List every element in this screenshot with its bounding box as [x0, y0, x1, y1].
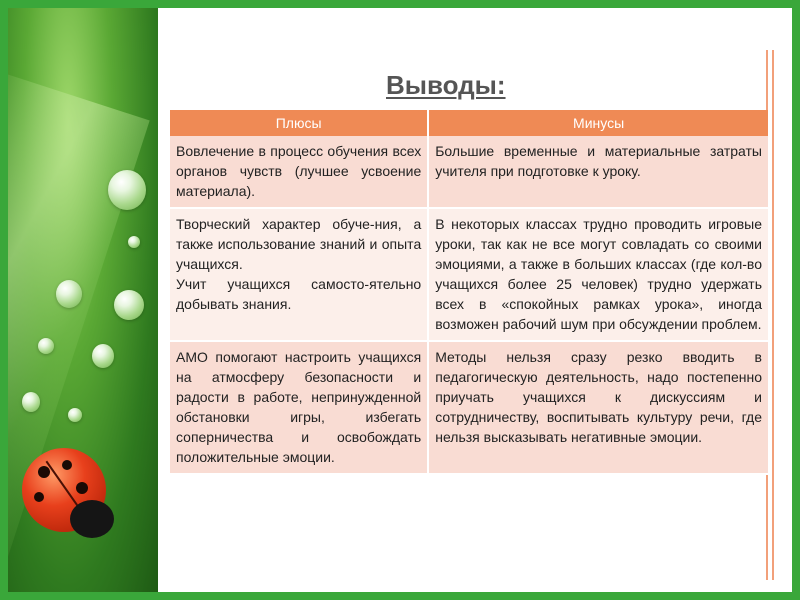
water-drop-icon: [108, 170, 146, 210]
cell-text: Творческий характер обуче-ния, а также использование знаний и опыта учащихся.: [176, 216, 422, 272]
table-header-row: [170, 110, 768, 136]
water-drop-icon: [114, 290, 144, 320]
ladybug-spot: [62, 460, 72, 470]
cell-text: Учит учащихся самосто-ятельно добывать знания.: [176, 276, 422, 312]
slide-canvas: [8, 8, 792, 592]
water-drop-icon: [38, 338, 54, 354]
ladybug-spot: [38, 466, 50, 478]
ladybug-spot: [34, 492, 44, 502]
water-drop-icon: [128, 236, 140, 248]
slide-title: Выводы:: [386, 70, 506, 100]
water-drop-icon: [22, 392, 40, 412]
cell-minus: [428, 341, 768, 474]
ladybug-head: [70, 500, 114, 538]
cell-plus: [170, 341, 428, 474]
table-row: [170, 136, 768, 208]
table-row: [170, 208, 768, 341]
cell-text: Вовлечение в процесс обучения всех органов чувств (лучшее усвоение материала).: [176, 143, 422, 199]
cell-minus: [428, 208, 768, 341]
cell-text: Большие временные и материальные затраты учителя при подготовке к уроку.: [435, 143, 762, 179]
cell-text: Методы нельзя сразу резко вводить в педагогическую деятельность, надо постепенно приучать учащихся к дискуссиям и сотрудничеству, воспитывать культуру речи, где нельзя высказывать негативные эмоции.: [435, 349, 762, 445]
cell-plus: [170, 136, 428, 208]
water-drop-icon: [68, 408, 82, 422]
ladybug-icon: [22, 448, 106, 532]
cell-text: В некоторых классах трудно проводить игровые уроки, так как не все могут совладать со своими эмоциями, а также в больших классах (где кол-во учащихся более 25 человек) трудно удержать всех в «спокойных рамках урока», иногда возможен рабочий шум при обсуждении проблем.: [435, 216, 762, 332]
header-minus: Минусы: [428, 110, 768, 136]
cell-plus: [170, 208, 428, 341]
header-plus: Плюсы: [170, 110, 428, 136]
water-drop-icon: [92, 344, 114, 368]
ladybug-spot: [76, 482, 88, 494]
decorative-line: [772, 50, 774, 580]
table-row: [170, 341, 768, 474]
ladybug-photo: [8, 8, 158, 592]
cell-text: АМО помогают настроить учащихся на атмосферу безопасности и радости в работе, непринужденной обстановки игры, избегать соперничества и освобождать положительные эмоции.: [176, 349, 422, 465]
cell-minus: [428, 136, 768, 208]
pros-cons-table: [170, 110, 768, 475]
water-drop-icon: [56, 280, 82, 308]
